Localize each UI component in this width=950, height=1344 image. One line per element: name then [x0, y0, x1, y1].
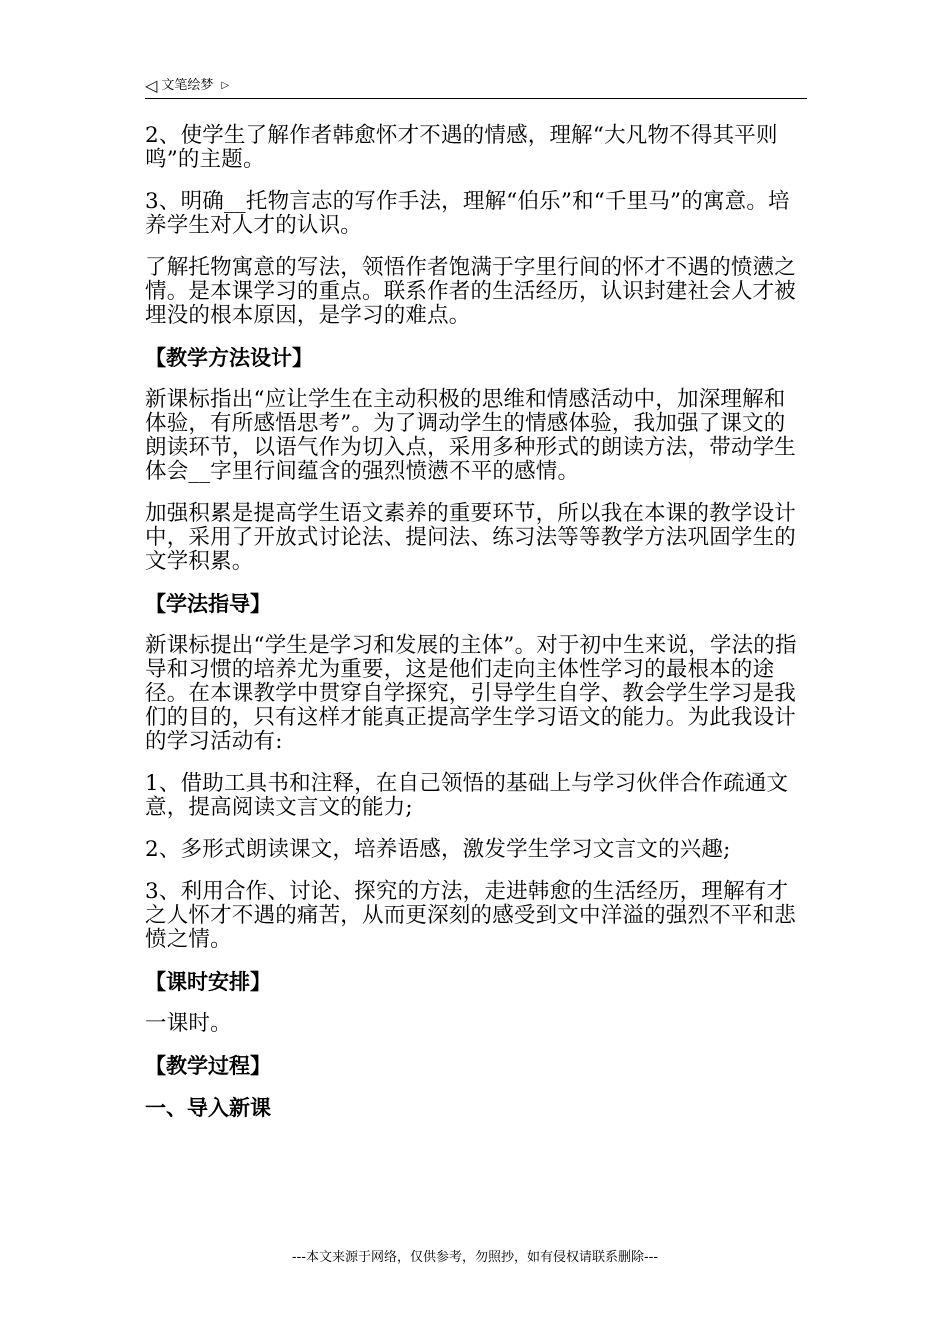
key-points: 了解托物寓意的写法，领悟作者饱满于字里行间的怀才不遇的愤懑之情。是本课学习的重点。联系作者的生活经历，认识封建社会人才被埋没的根本原因，是学习的难点。 — [145, 255, 797, 328]
header-title: 文笔绘梦 — [161, 78, 214, 93]
objective-3: 3、明确__托物言志的写作手法，理解“伯乐”和“千里马”的寓意。培养学生对人才的认识。 — [145, 189, 790, 238]
objective-2: 2、使学生了解作者韩愈怀才不遇的情感，理解“大凡物不得其平则鸣”的主题。 — [145, 123, 778, 172]
document-body — [145, 124, 807, 1138]
activity-3: 3、利用合作、讨论、探究的方法，走进韩愈的生活经历，理解有才之人怀才不遇的痛苦，从而更深刻的感受到文中洋溢的强烈不平和悲愤之情。 — [145, 879, 797, 952]
page-header — [145, 74, 807, 99]
activity-1: 1、借助工具书和注释，在自己领悟的基础上与学习伙伴合作疏通文意，提高阅读文言文的能力; — [145, 771, 789, 820]
heading-intro-new-lesson: 一、导入新课 — [145, 1096, 271, 1120]
schedule-text: 一课时。 — [145, 1011, 232, 1036]
heading-study-guidance: 【学法指导】 — [145, 592, 271, 616]
triangle-left-icon: ◁ — [145, 76, 158, 95]
method-paragraph-2: 加强积累是提高学生语文素养的重要环节，所以我在本课的教学设计中，采用了开放式讨论法、提问法、练习法等等教学方法巩固学生的文学积累。 — [145, 501, 797, 574]
heading-teaching-method: 【教学方法设计】 — [145, 346, 313, 370]
triangle-right-icon: ▷ — [221, 80, 230, 91]
guidance-paragraph: 新课标提出“学生是学习和发展的主体”。对于初中生来说，学法的指导和习惯的培养尤为重要，这是他们走向主体性学习的最根本的途径。在本课教学中贯穿自学探究，引导学生自学、教会学生学习是我们的目的，只有这样才能真正提高学生学习语文的能力。为此我设计的学习活动有: — [145, 633, 797, 754]
heading-schedule: 【课时安排】 — [145, 970, 271, 994]
activity-2: 2、多形式朗读课文，培养语感，激发学生学习文言文的兴趣; — [145, 837, 731, 862]
page-footer: ---本文来源于网络，仅供参考，勿照抄，如有侵权请联系删除--- — [291, 1250, 659, 1265]
method-paragraph-1: 新课标指出“应让学生在主动积极的思维和情感活动中，加深理解和体验，有所感悟思考”。为了调动学生的情感体验，我加强了课文的朗读环节，以语气作为切入点，采用多种形式的朗读方法，带动学生体会__字里行间蕴含的强烈愤懑不平的感情。 — [145, 387, 797, 484]
heading-teaching-process: 【教学过程】 — [145, 1054, 271, 1078]
